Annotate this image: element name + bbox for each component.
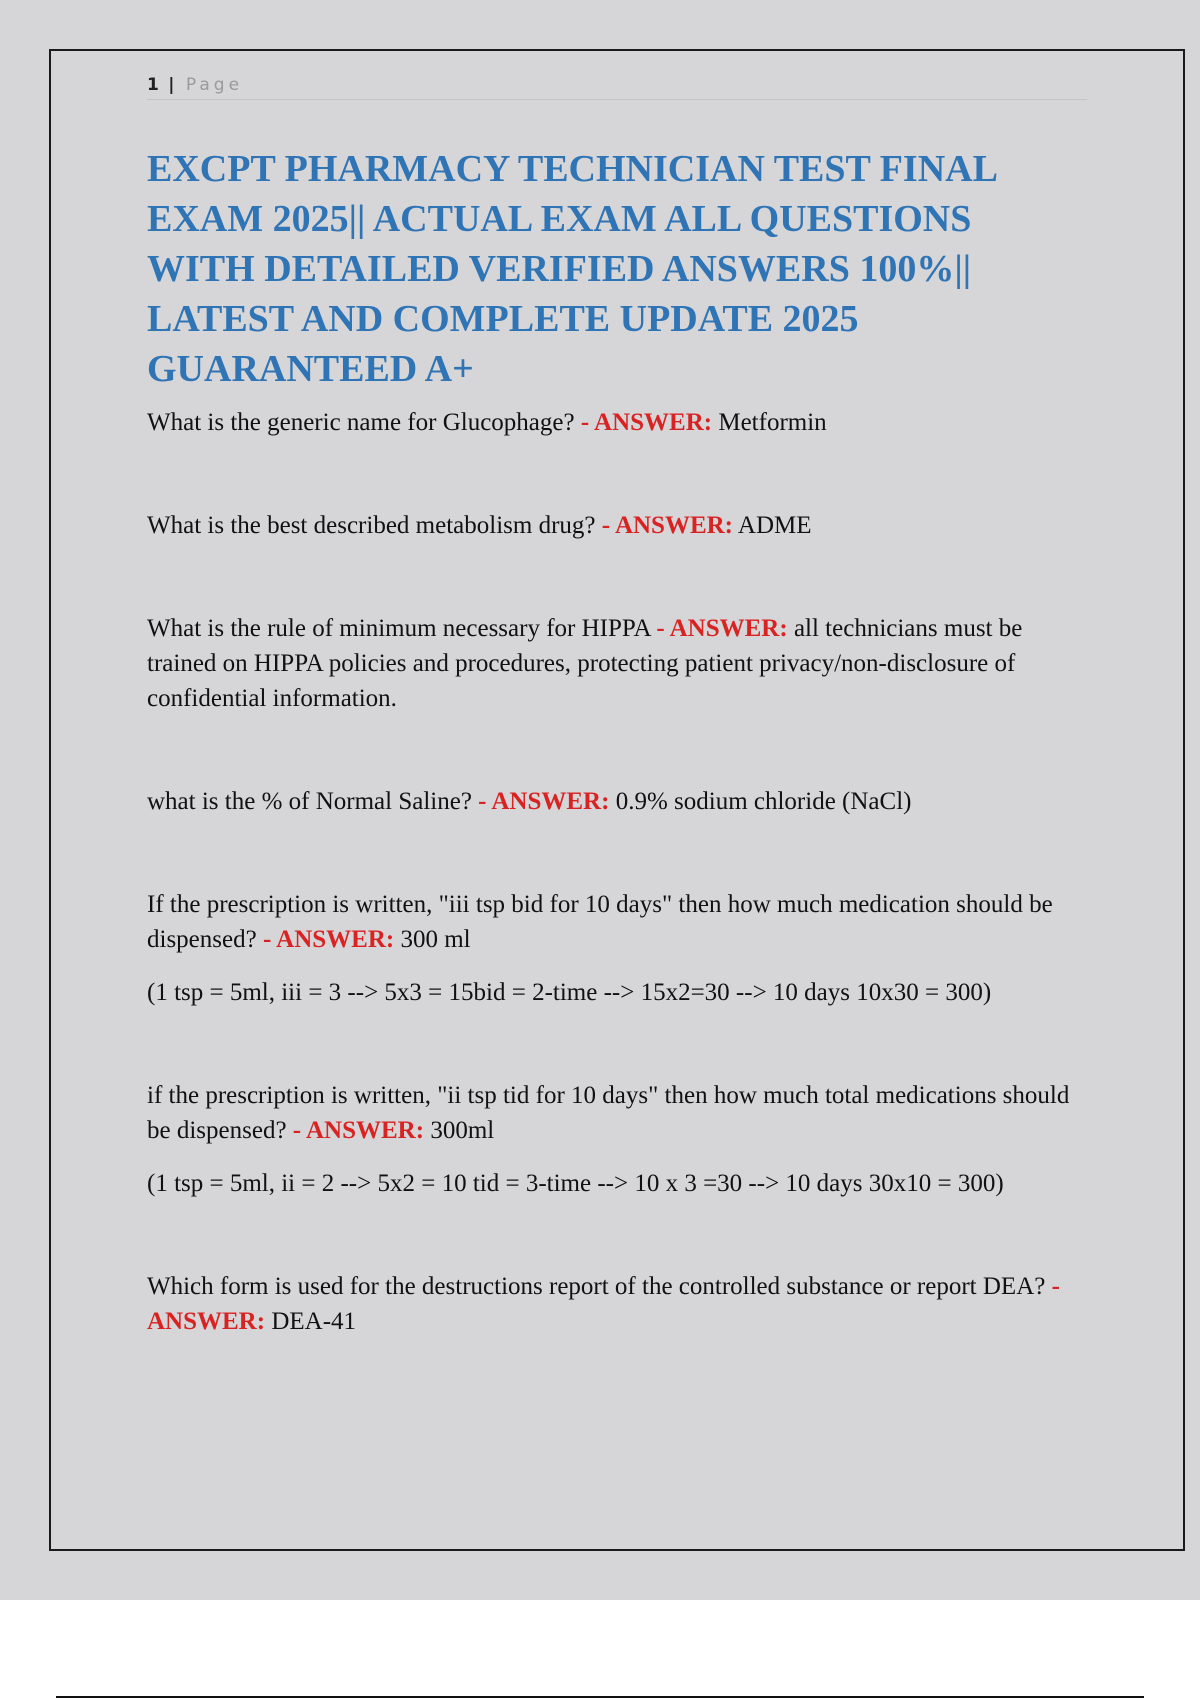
bottom-divider-line (56, 1696, 1144, 1698)
qa-item-3 (147, 611, 1087, 716)
answer-label: - ANSWER: (580, 409, 713, 436)
qa-item-1 (147, 405, 1087, 440)
question-text: What is the generic name for Glucophage? (147, 409, 575, 436)
answer-text: Metformin (718, 409, 827, 436)
question-text: If the prescription is written, "iii tsp bid for 10 days" then how much medication should be dispensed? (147, 891, 1053, 953)
page-number: 1 (147, 75, 160, 95)
qa-item-6 (147, 1078, 1087, 1148)
page-content (147, 71, 1087, 1339)
question-text: what is the % of Normal Saline? (147, 788, 472, 815)
answer-label: - ANSWER: (656, 615, 788, 642)
answer-text: 300 ml (400, 926, 471, 953)
qa-item-2 (147, 508, 1087, 543)
answer-label: - ANSWER: (147, 1273, 1060, 1335)
header-separator: | (168, 75, 176, 95)
answer-text: 0.9% sodium chloride (NaCl) (615, 788, 912, 815)
answer-text: ADME (737, 512, 812, 539)
calculation-note-1: (1 tsp = 5ml, iii = 3 --> 5x3 = 15bid = 2-time --> 15x2=30 --> 10 days 10x30 = 300) (147, 979, 992, 1006)
qa-item-7 (147, 1269, 1087, 1339)
page-border-frame (49, 49, 1185, 1551)
page-word: Page (185, 75, 244, 95)
page-header (147, 71, 1087, 100)
answer-text: DEA-41 (271, 1308, 357, 1335)
answer-label: - ANSWER: (262, 926, 395, 953)
question-text: Which form is used for the destructions report of the controlled substance or report DEA? (147, 1273, 1046, 1300)
question-text: if the prescription is written, "ii tsp tid for 10 days" then how much total medications should be dispensed? (147, 1082, 1070, 1144)
answer-label: - ANSWER: (601, 512, 734, 539)
qa-item-5 (147, 887, 1087, 957)
qa-item-4 (147, 784, 1087, 819)
question-text: What is the rule of minimum necessary for HIPPA (147, 615, 651, 642)
answer-label: - ANSWER: (292, 1117, 425, 1144)
answer-text: all technicians must be trained on HIPPA policies and procedures, protecting patient privacy/non-disclosure of confidential information. (147, 615, 1023, 712)
answer-label: - ANSWER: (478, 788, 610, 815)
answer-text: 300ml (430, 1117, 495, 1144)
calculation-note-2: (1 tsp = 5ml, ii = 2 --> 5x2 = 10 tid = 3-time --> 10 x 3 =30 --> 10 days 30x10 = 300) (147, 1170, 1004, 1197)
document-title: EXCPT PHARMACY TECHNICIAN TEST FINAL EXAM 2025|| ACTUAL EXAM ALL QUESTIONS WITH DETAILED VERIFIED ANSWERS 100%|| LATEST AND COMPLETE UPDATE 2025 GUARANTEED A+ (147, 148, 996, 390)
question-text: What is the best described metabolism drug? (147, 512, 596, 539)
